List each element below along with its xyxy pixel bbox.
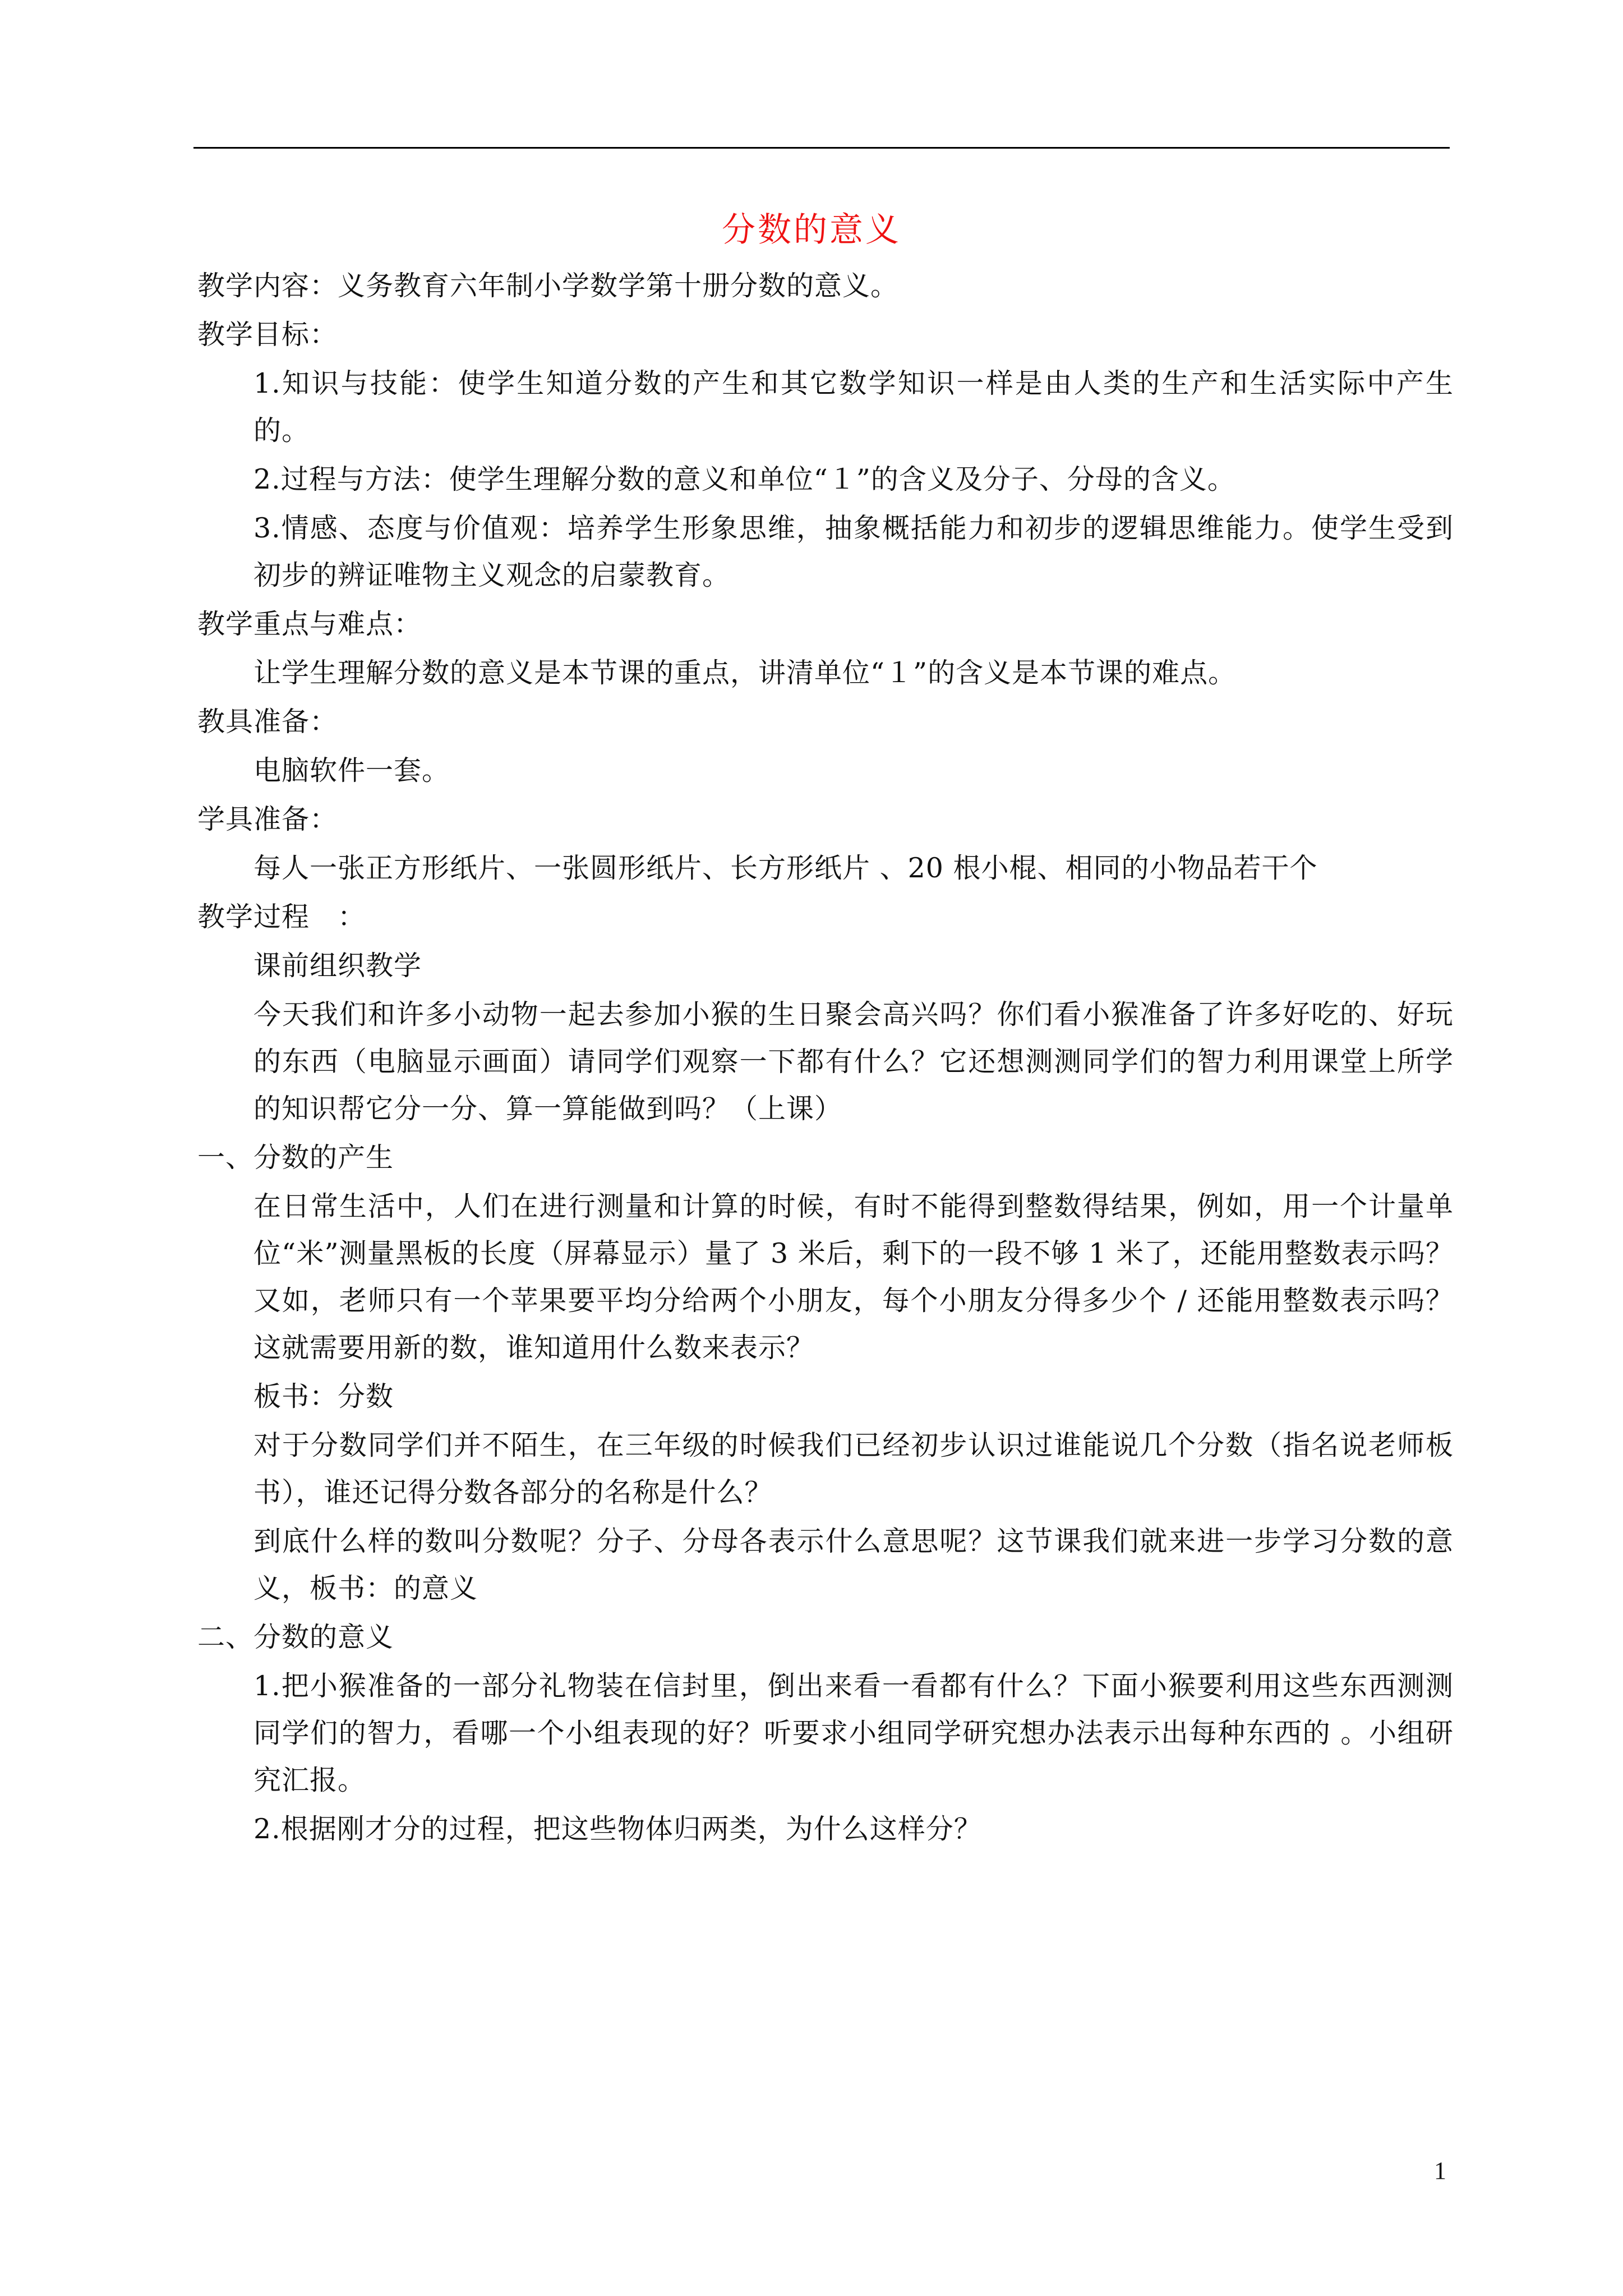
paragraph: 板书：分数 — [253, 1381, 394, 1412]
paragraph: 教学过程 ： — [197, 901, 366, 933]
document-title: 分数的意义 — [722, 210, 901, 250]
paragraph: 教学重点与难点： — [197, 608, 422, 640]
paragraph: 2.根据刚才分的过程，把这些物体归两类，为什么这样分？ — [253, 1813, 982, 1845]
page-number: 1 — [1434, 2157, 1446, 2184]
paragraph: 3.情感、态度与价值观：培养学生形象思维，抽象概括能力和初步的逻辑思维能力。使学生受到初步的辨证唯物主义观念的启蒙教育。 — [253, 512, 1454, 591]
paragraph: 电脑软件一套。 — [253, 754, 450, 786]
paragraph: 课前组织教学 — [253, 950, 422, 982]
paragraph: 每人一张正方形纸片、一张圆形纸片、长方形纸片 、20 根小棍、相同的小物品若干个 — [253, 852, 1318, 884]
paragraph: 教学内容：义务教育六年制小学数学第十册分数的意义。 — [197, 270, 899, 302]
paragraph: 二、分数的意义 — [197, 1621, 394, 1653]
paragraph: 在日常生活中，人们在进行测量和计算的时候，有时不能得到整数得结果，例如，用一个计量单位“米”测量黑板的长度（屏幕显示）量了 3 米后，剩下的一段不够 1 米了，还能用整数表示吗？又如，老师只有一个苹果要平均分给两个小朋友，每个小朋友分得多少个 / 还能用整数表示吗？这就需要用新的数，谁知道用什么数来表示？ — [253, 1190, 1454, 1364]
paragraph: 今天我们和许多小动物一起去参加小猴的生日聚会高兴吗？你们看小猴准备了许多好吃的、好玩的东西（电脑显示画面）请同学们观察一下都有什么？它还想测测同学们的智力利用课堂上所学的知识帮它分一分、算一算能做到吗？（上课） — [253, 999, 1454, 1125]
paragraph: 教具准备： — [197, 706, 338, 738]
paragraph: 1.知识与技能：使学生知道分数的产生和其它数学知识一样是由人类的生产和生活实际中产生的。 — [253, 367, 1454, 447]
paragraph: 对于分数同学们并不陌生，在三年级的时候我们已经初步认识过谁能说几个分数（指名说老师板书），谁还记得分数各部分的名称是什么？ — [253, 1429, 1454, 1508]
document-body — [197, 263, 1454, 1855]
paragraph: 1.把小猴准备的一部分礼物装在信封里，倒出来看一看都有什么？下面小猴要利用这些东西测测同学们的智力，看哪一个小组表现的好？听要求小组同学研究想办法表示出每种东西的 。小组研究汇报。 — [253, 1670, 1454, 1796]
paragraph: 2.过程与方法：使学生理解分数的意义和单位“１”的含义及分子、分母的含义。 — [253, 463, 1235, 495]
paragraph: 一、分数的产生 — [197, 1142, 394, 1174]
header-rule — [193, 147, 1450, 149]
paragraph: 到底什么样的数叫分数呢？分子、分母各表示什么意思呢？这节课我们就来进一步学习分数的意义，板书：的意义 — [253, 1525, 1454, 1604]
paragraph: 教学目标： — [197, 319, 338, 351]
paragraph: 学具准备： — [197, 803, 338, 835]
paragraph: 让学生理解分数的意义是本节课的重点，讲清单位“１”的含义是本节课的难点。 — [253, 657, 1237, 689]
